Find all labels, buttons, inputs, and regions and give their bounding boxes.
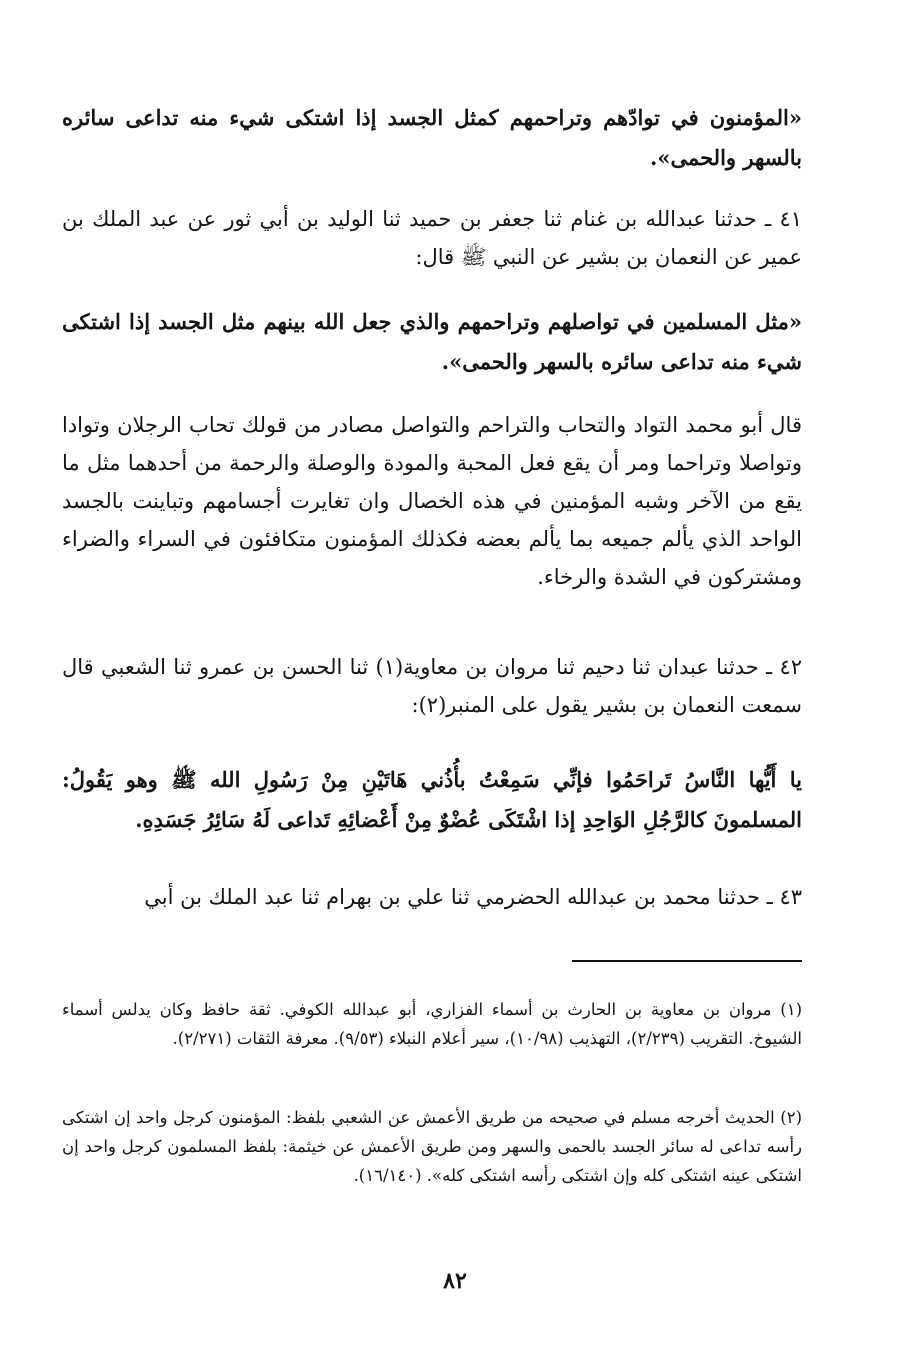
hadith-42-isnad: ٤٢ ـ حدثنا عبدان ثنا دحيم ثنا مروان بن معاوية(١) ثنا الحسن بن عمرو ثنا الشعبي قال سمعت النعمان بن بشير يقول على المنبر(٢): [62,655,803,717]
footnote-divider [572,960,802,962]
footnote-1: (١) مروان بن معاوية بن الحارث بن أسماء الفزاري، أبو عبدالله الكوفي. ثقة حافظ وكان يدلس أسماء الشيوخ. التقريب (٢/٢٣٩)، التهذيب (١٠/٩٨)، سير أعلام النبلاء (٩/٥٣). معرفة الثقات (٢/٢٧١). [62,1000,802,1048]
hadith-41-matn: «مثل المسلمين في تواصلهم وتراحمهم والذي جعل الله بينهم مثل الجسد إذا اشتكى شيء منه تداعى سائره بالسهر والحمى». [62,309,802,374]
footnote-2: (٢) الحديث أخرجه مسلم في صحيحه من طريق الأعمش عن الشعبي بلفظ: المؤمنون كرجل واحد إن اشتكى رأسه تداعى له سائر الجسد بالحمى والسهر ومن طريق الأعمش عن خيثمة: بلفظ المسلمون كرجل واحد إن اشتكى عينه اشتكى كله وإن اشتكى رأسه اشتكى كله». (١٦/١٤٠). [62,1108,802,1185]
hadith-43-start: ٤٣ ـ حدثنا محمد بن عبدالله الحضرمي ثنا علي بن بهرام ثنا عبد الملك بن أبي [144,885,802,909]
commentary-paragraph: قال أبو محمد التواد والتحاب والتراحم والتواصل مصادر من قولك تحاب الرجلان وتوادا وتواصلا وتراحما ومر أن يقع فعل المحبة والمودة والوصلة والرحمة من أحدهما مثل ما يقع من الآخر وشبه المؤمنين في هذه الخصال وان تغايرت أجسامهم وتباينت بالجسد الواحد الذي يألم جميعه بما يألم بعضه فكذلك المؤمنون متكافئون في السراء والضراء ومشتركون في الشدة والرخاء. [62,413,802,589]
hadith-42-matn: يا أَيُّها النَّاسُ تَراحَمُوا فإنِّي سَمِعْتُ بأُذُني هَاتَيْنِ مِنْ رَسُولِ الله ﷺ وهو يَقُولُ: المسلمونَ كالرَّجُلِ الوَاحِدِ إذا اشْتَكَى عُضْوٌ مِنْ أَعْضائِهِ تَداعى لَهُ سَائِرُ جَسَدِهِ. [62,767,802,832]
page-number: ٨٢ [443,1268,467,1294]
quote-hadith-40-end: «المؤمنون في توادّهم وتراحمهم كمثل الجسد إذا اشتكى شيء منه تداعى سائره بالسهر والحمى». [62,105,802,170]
hadith-41-isnad: ٤١ ـ حدثنا عبدالله بن غنام ثنا جعفر بن حميد ثنا الوليد بن أبي ثور عن عبد الملك بن عمير عن النعمان بن بشير عن النبي ﷺ قال: [62,207,802,269]
